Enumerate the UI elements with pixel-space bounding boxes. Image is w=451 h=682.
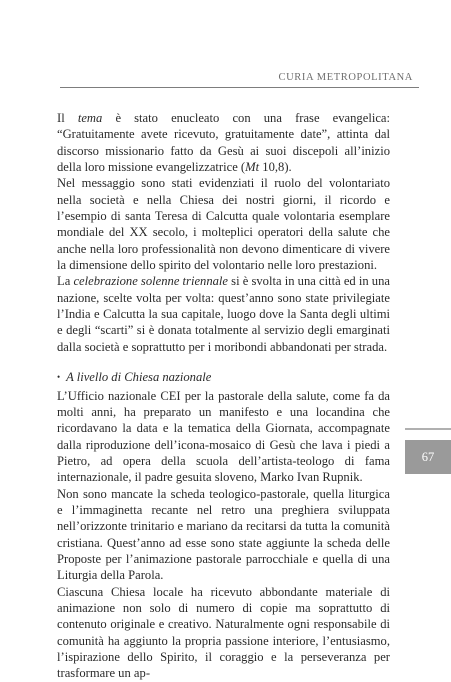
page-number-tab: 67 xyxy=(405,440,451,474)
paragraph-schede: Non sono mancate la scheda teologico-pastorale, quella liturgica e l’immaginetta recante nel retro una preghiera sviluppata nell’orizzonte trinitario e mariano da recitarsi da tutta la comunità cristiana. Quest’anno ad esse sono state aggiunte la scheda delle Proposte per l’animazione pastorale parrocchiale e quella di una Liturgia della Parola. xyxy=(57,486,390,583)
paragraph-ufficio: L’Ufficio nazionale CEI per la pastorale della salute, come fa da molti anni, ha preparato un manifesto e una locandina che ricordavano la data e la tematica della Giornata, accompagnate dalla riproduzione dell’icona-mosaico di Gesù che lava i piedi a Pietro, ad opera della scuola dell’artista-teologo di fama internazionale, il padre gesuita sloveno, Marko Ivan Rupnik. xyxy=(57,388,390,485)
emphasis-celebrazione: celebrazione solenne triennale xyxy=(73,274,229,289)
bullet-icon: • xyxy=(57,372,61,383)
emphasis-mt: Mt xyxy=(245,160,260,175)
paragraph-chiesa-locale: Ciascuna Chiesa locale ha ricevuto abbondante materiale di animazione non solo di numero di copie ma soprattutto di contenuto originale e creativo. Naturalmente ogni responsabile di comunità ha aggiunto la propria passione interiore, l’entusiasmo, l’ispirazione dello Spirito, il coraggio e la perseveranza per trasformare un ap- xyxy=(57,584,390,681)
page-tab-rule xyxy=(405,428,451,430)
paragraph-celebrazione: La celebrazione solenne triennale si è svolta in una città ed in una nazione, scelte volta per volta: quest’anno sono state privilegiate l’India e Calcutta la sua capitale, luogo dove la Santa degli ultimi e degli “scarti” si è donata totalmente al servizio degli emarginati dalla società e soprattutto per i moribondi abbandonati per strada. xyxy=(57,274,390,354)
running-head: CURIA METROPOLITANA xyxy=(278,72,413,83)
emphasis-tema: tema xyxy=(77,111,103,125)
paragraph-tema: Il tema è stato enucleato con una frase evangelica: “Gratuitamente avete ricevuto, gratuitamente date”, attinta dal discorso missionario fatto da Gesù ai suoi discepoli all’inizio della loro missione evangelizzatrice (Mt 10,8). xyxy=(57,111,390,175)
body-text xyxy=(57,110,390,682)
paragraph-messaggio: Nel messaggio sono stati evidenziati il ruolo del volontariato nella società e nella Chiesa dei nostri giorni, il ricordo e l’esempio di santa Teresa di Calcutta quale volontaria esemplare mondiale del XX secolo, i molteplici operatori della salute che anche nella loro professionalità non devono dimenticare di vivere la dimensione dello spirito del volontario nelle loro prestazioni. xyxy=(57,176,390,273)
section-heading xyxy=(57,369,390,385)
header-rule xyxy=(60,87,419,88)
section-heading-text: A livello di Chiesa nazionale xyxy=(66,370,212,385)
